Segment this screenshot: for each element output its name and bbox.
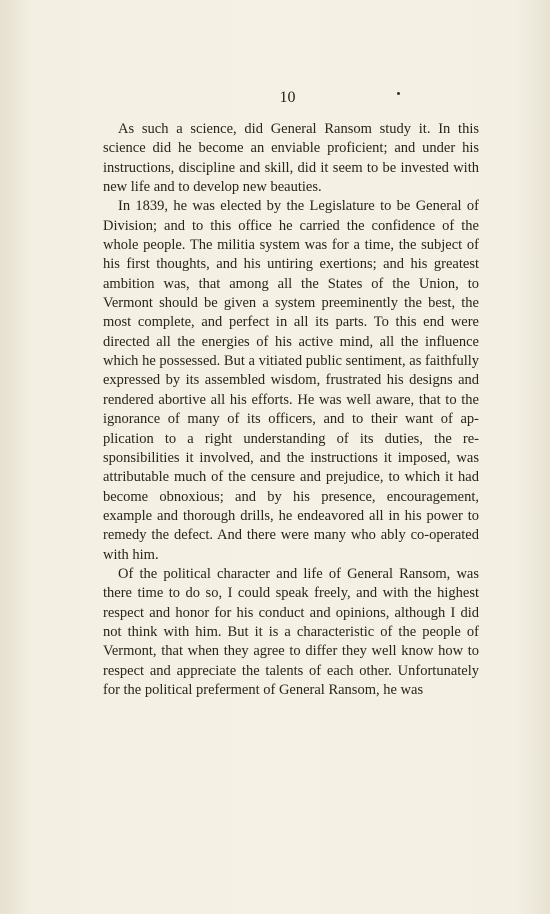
body-text <box>103 120 479 700</box>
paragraph-general-of-division: In 1839, he was elected by the Legislature to be General of Division; and to this office he carried the confidence of the whole people. The militia system was for a time, the subject of his first thoughts, and his untiring exertions; and his greatest ambition was, that among all the States of the Union, to Vermont should be given a system preeminently the best, the most complete, and perfect in all its parts. To this end were directed all the energies of his active mind, all the influence which he possessed. But a vitiated public sentiment, as faithfully expressed by its assembled wisdom, frustrated his designs and rendered abortive all his efforts. He was well aware, that to the ignorance of many of its officers, and to their want of application to a right understanding of its duties, the responsibilities it involved, and the instructions it imposed, was attributable much of the censure and prejudice, to which it had become obnoxious; and by his presence, encouragement, example and thorough drills, he endeavored all in his power to remedy the defect. And there were many who ably co-operated with him. <box>103 198 479 563</box>
page-number: 10 <box>279 89 296 106</box>
paragraph-general-ransom-science: As such a science, did General Ransom study it. In this science did he become an enviable proficient; and under his instructions, discipline and skill, did it seem to be invested with new life and to develop new beauties. <box>103 121 479 196</box>
ink-speck <box>397 92 400 95</box>
paragraph-political-character: Of the political character and life of General Ransom, was there time to do so, I could speak freely, and with the highest respect and honor for his conduct and opinions, although I did not think with him. But it is a characteristic of the people of Vermont, that when they agree to differ they well know how to respect and appreciate the talents of each other. Unfortunately for the political preferment of General Ransom, he was <box>103 565 479 698</box>
